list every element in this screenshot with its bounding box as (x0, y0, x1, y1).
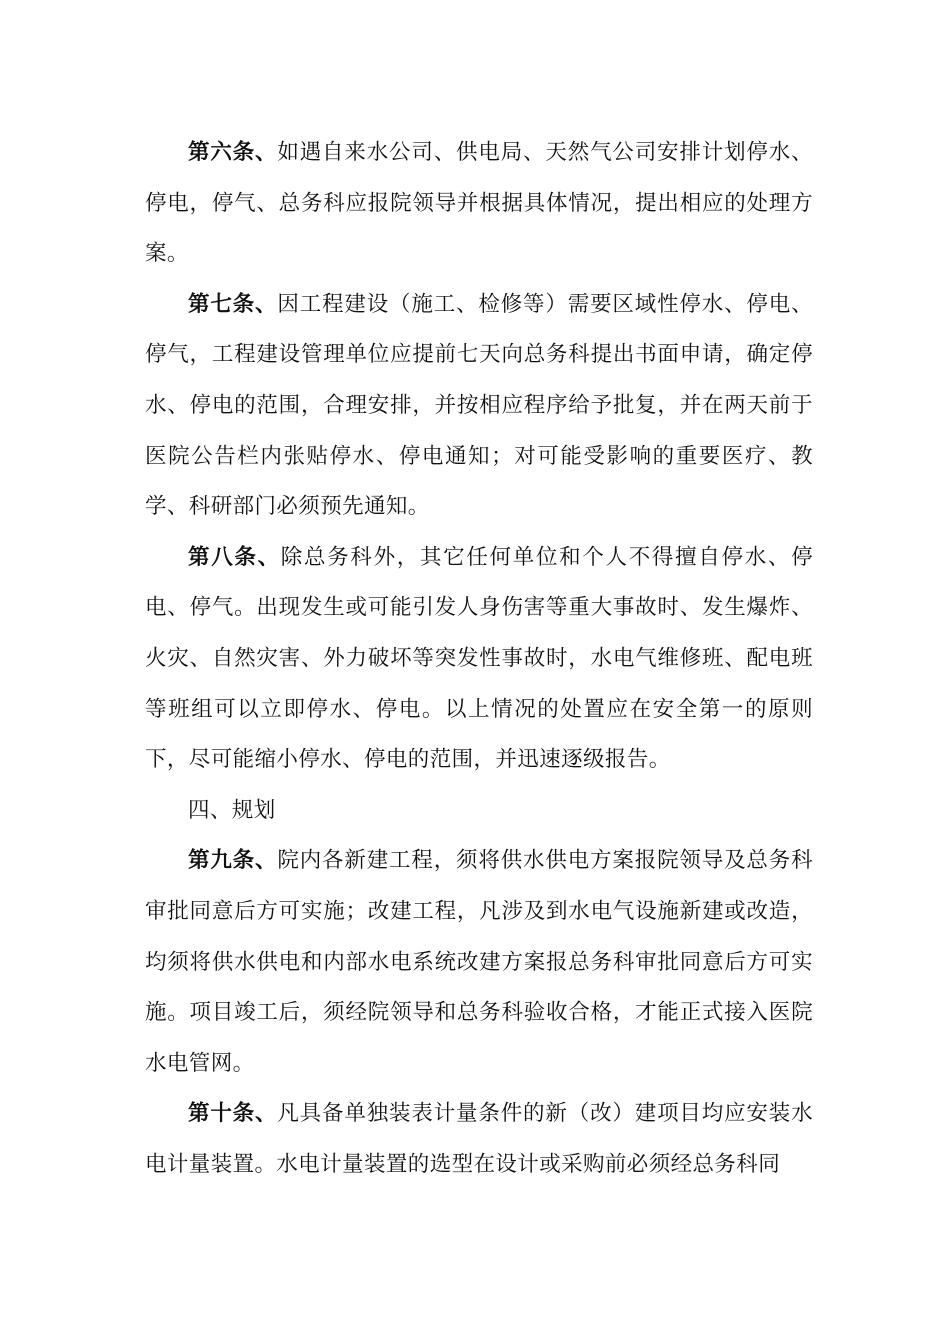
article-7-text: 因工程建设（施工、检修等）需要区域性停水、停电、停气，工程建设管理单位应提前七天向总务科提出书面申请，确定停水、停电的范围，合理安排，并按相应程序给予批复，并在两天前于医院公告栏内张贴停水、停电通知；对可能受影响的重要医疗、教学、科研部门必须预先通知。 (145, 291, 813, 520)
article-9-text: 院内各新建工程，须将供水供电方案报院领导及总务科审批同意后方可实施；改建工程，凡涉及到水电气设施新建或改造，均须将供水供电和内部水电系统改建方案报总务科审批同意后方可实施。项目竣工后，须经院领导和总务科验收合格，才能正式接入医院水电管网。 (145, 848, 813, 1076)
article-7-heading: 第七条、 (188, 291, 278, 317)
section-title: 四、规划 (188, 797, 276, 823)
article-6-heading: 第六条、 (188, 140, 278, 165)
article-8 (145, 533, 813, 786)
article-9-heading: 第九条、 (188, 848, 278, 874)
article-8-heading: 第八条、 (188, 544, 281, 570)
document-body (145, 128, 813, 1190)
article-10-text: 凡具备单独装表计量条件的新（改）建项目均应安装水电计量装置。水电计量装置的选型在设计或采购前必须经总务科同 (145, 1101, 813, 1177)
article-10 (145, 1089, 813, 1190)
article-10-heading: 第十条、 (188, 1101, 278, 1127)
article-9 (145, 836, 813, 1089)
article-8-text: 除总务科外，其它任何单位和个人不得擅自停水、停电、停气。出现发生或可能引发人身伤害等重大事故时、发生爆炸、火灾、自然灾害、外力破坏等突发性事故时，水电气维修班、配电班等班组可以立即停水、停电。以上情况的处置应在安全第一的原则下，尽可能缩小停水、停电的范围，并迅速逐级报告。 (145, 544, 814, 773)
article-6-text: 如遇自来水公司、供电局、天然气公司安排计划停水、停电，停气、总务科应报院领导并根据具体情况，提出相应的处理方案。 (145, 140, 813, 267)
article-6 (145, 128, 813, 280)
article-7 (145, 280, 813, 533)
